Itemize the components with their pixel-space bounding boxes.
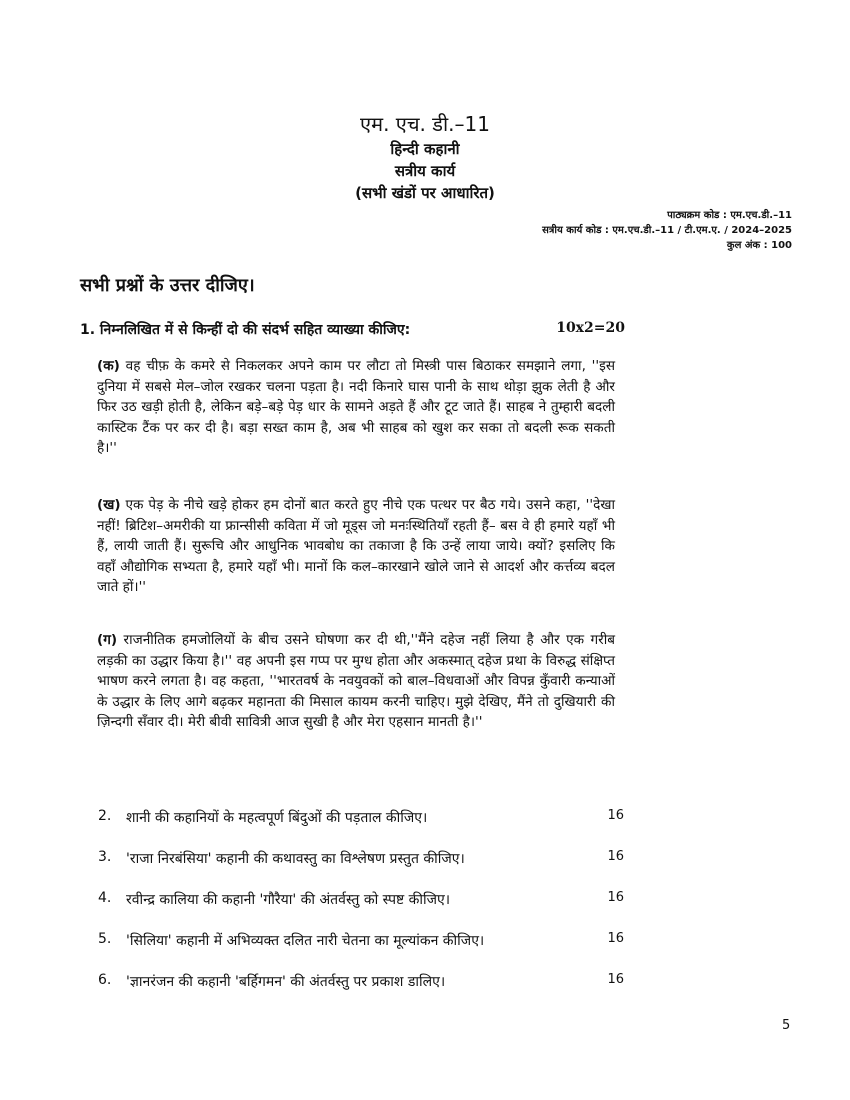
- question-marks: 16: [607, 808, 624, 823]
- course-code-title: एम. एच. डी.–11: [360, 112, 490, 136]
- passage-text: राजनीतिक हमजोलियों के बीच उसने घोषणा कर दी थी,''मैंने दहेज नहीं लिया है और एक गरीब लड़की का उद्धार किया है।'' वह अपनी इस गप्प पर मुग्ध होता और अकस्मात् दहेज प्रथा के विरुद्ध संक्षिप्त भाषण करने लगता है। वह कहता, ''भारतवर्ष के नवयुवकों को बाल–विधवाओं और विपन्न कुँवारी कन्याओं के उद्धार के लिए आगे बढ़कर महानता की मिसाल कायम करनी चाहिए। मुझे देखिए, मैंने तो दुखियारी की ज़िन्दगी सँवार दी। मेरी बीवी सावित्री आज सुखी है और मेरा एहसान मानती है।'': [97, 632, 616, 730]
- passage-kha: [97, 495, 615, 598]
- course-code-line: पाठ्यक्रम कोड : एम.एच.डी.–11: [667, 210, 792, 221]
- passage-label: (ख): [97, 497, 121, 513]
- question-number: 4.: [98, 890, 112, 906]
- question-1-marks: 10x2=20: [556, 320, 625, 336]
- question-marks: 16: [607, 931, 624, 946]
- passage-text: वह चीफ़ के कमरे से निकलकर अपने काम पर लौटा तो मिस्त्री पास बिठाकर समझाने लगा, ''इस दुनिया में सबसे मेल–जोल रखकर चलना पड़ता है। नदी किनारे घास पानी के साथ थोड़ा झुक लेती है और फिर उठ खड़ी होती है, लेकिन बड़े–बड़े पेड़ धार के सामने अड़ते हैं और टूट जाते हैं। साहब ने तुम्हारी बदली कास्टिक टैंक पर कर दी है। बड़ा सख्त काम है, अब भी साहब को खुश कर सका तो बदली रूक सकती है।'': [97, 358, 616, 456]
- question-number: 5.: [98, 931, 112, 947]
- question-text: 'राजा निरबंसिया' कहानी की कथावस्तु का विश्लेषण प्रस्तुत कीजिए।: [126, 851, 465, 867]
- passage-label: (क): [97, 358, 120, 374]
- question-number: 3.: [98, 849, 112, 865]
- passage-ga: [97, 630, 615, 733]
- question-number: 2.: [98, 808, 112, 824]
- question-1-text: 1. निम्नलिखित में से किन्हीं दो की संदर्भ सहित व्याख्या कीजिए:: [80, 322, 411, 338]
- document-header: [0, 110, 850, 204]
- assignment-meta: [542, 208, 792, 253]
- question-1: [80, 320, 625, 339]
- course-title: हिन्दी कहानी: [390, 140, 460, 158]
- question-number: 6.: [98, 972, 112, 988]
- question-text: 'सिलिया' कहानी में अभिव्यक्त दलित नारी चेतना का मूल्यांकन कीजिए।: [126, 933, 485, 949]
- passage-text: एक पेड़ के नीचे खड़े होकर हम दोनों बात करते हुए नीचे एक पत्थर पर बैठ गये। उसने कहा, ''देखा नहीं! ब्रिटिश–अमरीकी या फ्रान्सीसी कविता में जो मूड्स जो मनःस्थितियाँ रहती हैं– बस वे ही हमारे यहाँ भी हैं, लायी जाती हैं। सुरूचि और आधुनिक भावबोध का तकाजा है कि उन्हें लाया जाये। क्यों? इसलिए कि वहाँ औद्योगिक सभ्यता है, हमारे यहाँ भी। मानों कि कल–कारखाने खोले जाने से आदर्श और कर्त्तव्य बदल जाते हों।'': [97, 497, 615, 595]
- passage-label: (ग): [97, 632, 118, 648]
- passage-ka: [97, 356, 615, 459]
- question-text: 'ज्ञानरंजन की कहानी 'बर्हिगमन' की अंतर्वस्तु पर प्रकाश डालिए।: [126, 974, 446, 990]
- question-marks: 16: [607, 890, 624, 905]
- question-text: रवीन्द्र कालिया की कहानी 'गौरैया' की अंतर्वस्तु को स्पष्ट कीजिए।: [126, 892, 451, 908]
- question-text: शानी की कहानियों के महत्वपूर्ण बिंदुओं की पड़ताल कीजिए।: [126, 810, 428, 826]
- general-instruction: सभी प्रश्नों के उत्तर दीजिए।: [80, 275, 255, 296]
- question-marks: 16: [607, 849, 624, 864]
- page-number: 5: [782, 1018, 791, 1033]
- assignment-title: सत्रीय कार्य: [394, 162, 456, 180]
- coverage-note: (सभी खंडों पर आधारित): [355, 184, 495, 202]
- question-marks: 16: [607, 972, 624, 987]
- total-marks-line: कुल अंक : 100: [726, 240, 792, 251]
- assignment-code-line: सत्रीय कार्य कोड : एम.एच.डी.–11 / टी.एम.ए. / 2024–2025: [542, 225, 792, 236]
